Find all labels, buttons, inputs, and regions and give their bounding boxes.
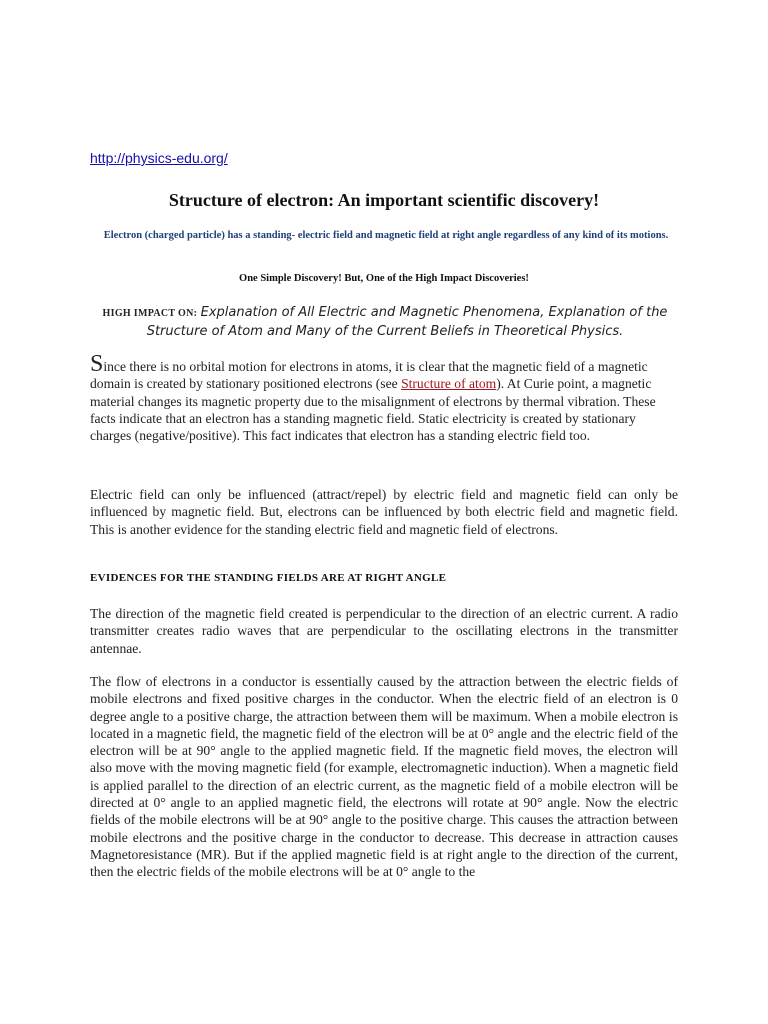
drop-cap: S [90, 351, 104, 377]
paragraph-direction: The direction of the magnetic field created is perpendicular to the direction of an electric current. A radio transmitter creates radio waves that are perpendicular to the oscillating electrons in the transmitter antennae. [90, 606, 678, 656]
section-heading: EVIDENCES FOR THE STANDING FIELDS ARE AT RIGHT ANGLE [90, 572, 447, 584]
paragraph-intro-text-a: ince there is no orbital motion for electrons in atoms, it is clear that the magnetic field of a magnetic domain is created by stationary positioned electrons (see [90, 359, 648, 392]
impact-statement [100, 303, 670, 340]
paragraph-influence: Electric field can only be influenced (attract/repel) by electric field and magnetic field can only be influenced by magnetic field. But, electrons can be influenced by both electric field and magnetic field. This is another evidence for the standing electric field and magnetic field of electrons. [90, 487, 678, 537]
tagline: One Simple Discovery! But, One of the High Impact Discoveries! [239, 273, 529, 284]
structure-of-atom-link[interactable]: Structure of atom [401, 376, 497, 392]
site-url-link[interactable]: http://physics-edu.org/ [90, 150, 228, 166]
paragraph-intro-text-b: ). At Curie point, a magnetic material changes its magnetic property due to the misalignment of electrons by thermal vibration. These facts indicate that an electron has a standing magnetic field. Static electricity is created by stationary charges (negative/positive). This fact indicates that electron has a standing electric field too. [90, 376, 656, 444]
paragraph-flow: The flow of electrons in a conductor is essentially caused by the attraction between the electric fields of mobile electrons and fixed positive charges in the conductor. When the electric field of an electron is 0 degree angle to a positive charge, the attraction between them will be maximum. When a mobile electron is located in a magnetic field, the magnetic field of the electron will be at 0° angle and the electric field of the electron will be at 90° angle to the applied magnetic field. If the magnetic field moves, the electron will also move with the moving magnetic field (for example, electromagnetic induction). When a magnetic field is applied parallel to the direction of an electric current, as the magnetic field of a mobile electron will be directed at 0° angle to an applied magnetic field, the electrons will rotate at 90° angle. Now the electric fields of the mobile electrons will be at 90° angle to the positive charge. This causes the attraction between mobile electrons and the positive charge in the conductor to decrease. This decrease in attraction causes Magnetoresistance (MR). But if the applied magnetic field is at right angle to the direction of the current, then the electric fields of the mobile electrons will be at 0° angle to the [90, 674, 678, 880]
paragraph-intro [90, 351, 678, 444]
impact-label: HIGH IMPACT ON: [102, 308, 198, 319]
impact-text: Explanation of All Electric and Magnetic Phenomena, Explanation of the Structure of Atom and Many of the Current Beliefs in Theoretical Physics. [146, 305, 668, 339]
page-subtitle: Electron (charged particle) has a standing- electric field and magnetic field at right angle regardless of any kind of its motions. [103, 230, 669, 241]
page-title: Structure of electron: An important scientific discovery! [168, 190, 600, 210]
